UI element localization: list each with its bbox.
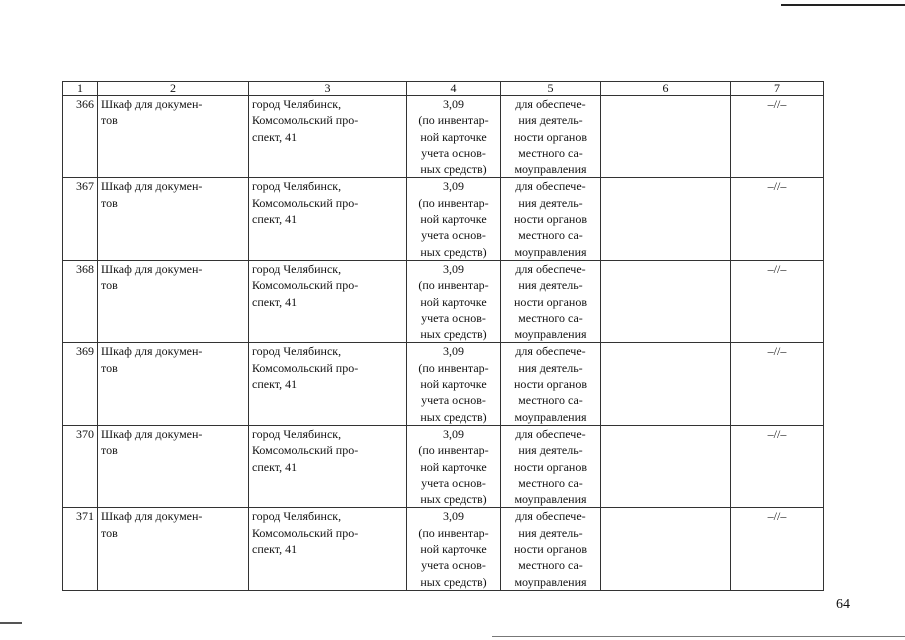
item-address	[249, 508, 407, 590]
column-header-6: 6	[601, 82, 731, 96]
page-number: 64	[836, 597, 850, 612]
item-col7	[731, 425, 824, 507]
item-col7	[731, 343, 824, 425]
scan-edge-line-bottom	[492, 636, 905, 637]
row-number	[63, 178, 98, 260]
item-name-text: Шкаф для докумен- тов	[101, 179, 203, 210]
table-row	[63, 178, 824, 260]
item-purpose	[501, 508, 601, 590]
item-purpose-text: для обеспече- ния деятель- ности органов местного са- моуправления	[513, 426, 588, 507]
row-number	[63, 343, 98, 425]
scan-edge-mark-left	[0, 622, 22, 624]
item-col6	[601, 260, 731, 342]
table-row	[63, 96, 824, 178]
scan-edge-line-top	[781, 4, 905, 6]
item-quantity	[407, 508, 501, 590]
item-name-text: Шкаф для докумен- тов	[101, 97, 203, 128]
item-col6	[601, 508, 731, 590]
column-header-3: 3	[249, 82, 407, 96]
item-col6	[601, 425, 731, 507]
item-address-text: город Челябинск, Комсомольский про- спект, 41	[252, 261, 359, 309]
row-number-text: 371	[76, 509, 94, 524]
item-purpose	[501, 178, 601, 260]
item-address	[249, 178, 407, 260]
item-col6	[601, 96, 731, 178]
row-number-text: 366	[76, 97, 94, 111]
row-number	[63, 260, 98, 342]
item-name-text: Шкаф для докумен- тов	[101, 509, 203, 540]
item-col7	[731, 508, 824, 590]
item-purpose-text: для обеспече- ния деятель- ности органов местного са- моуправления	[513, 261, 588, 342]
item-address-text: город Челябинск, Комсомольский про- спект, 41	[252, 97, 359, 144]
item-purpose	[501, 96, 601, 178]
item-quantity-text: 3,09 (по инвентар- ной карточке учета основ- ных средств)	[418, 97, 489, 177]
item-address	[249, 425, 407, 507]
item-col7-text: –//–	[767, 344, 787, 359]
row-number	[63, 425, 98, 507]
item-address-text: город Челябинск, Комсомольский про- спект, 41	[252, 344, 359, 392]
item-col6	[601, 178, 731, 260]
item-col7-text: –//–	[767, 261, 787, 276]
column-header-5: 5	[501, 82, 601, 96]
item-purpose	[501, 425, 601, 507]
item-address	[249, 96, 407, 178]
table-row	[63, 425, 824, 507]
item-name	[98, 508, 249, 590]
item-quantity-text: 3,09 (по инвентар- ной карточке учета основ- ных средств)	[418, 509, 489, 589]
column-header-4: 4	[407, 82, 501, 96]
item-col7-text: –//–	[767, 179, 787, 194]
item-col7-text: –//–	[767, 97, 787, 111]
item-address-text: город Челябинск, Комсомольский про- спект, 41	[252, 426, 359, 474]
table-row	[63, 260, 824, 342]
item-col7	[731, 178, 824, 260]
item-quantity	[407, 96, 501, 178]
column-header-7: 7	[731, 82, 824, 96]
item-name	[98, 96, 249, 178]
item-quantity	[407, 260, 501, 342]
item-address-text: город Челябинск, Комсомольский про- спект, 41	[252, 509, 359, 557]
item-purpose	[501, 343, 601, 425]
item-col6	[601, 343, 731, 425]
item-name-text: Шкаф для докумен- тов	[101, 344, 203, 375]
table-header-row	[63, 82, 824, 96]
item-name	[98, 425, 249, 507]
item-name	[98, 260, 249, 342]
item-purpose-text: для обеспече- ния деятель- ности органов местного са- моуправления	[513, 179, 588, 259]
item-name-text: Шкаф для докумен- тов	[101, 426, 203, 458]
item-purpose-text: для обеспече- ния деятель- ности органов местного са- моуправления	[513, 97, 588, 177]
item-col7	[731, 96, 824, 178]
item-quantity	[407, 178, 501, 260]
item-address	[249, 343, 407, 425]
row-number	[63, 96, 98, 178]
item-col7-text: –//–	[767, 426, 787, 441]
item-name-text: Шкаф для докумен- тов	[101, 261, 203, 293]
item-quantity	[407, 343, 501, 425]
item-purpose-text: для обеспече- ния деятель- ности органов местного са- моуправления	[513, 344, 588, 424]
item-address	[249, 260, 407, 342]
item-col7	[731, 260, 824, 342]
item-purpose-text: для обеспече- ния деятель- ности органов местного са- моуправления	[513, 509, 588, 589]
row-number-text: 367	[76, 179, 94, 194]
column-header-1: 1	[63, 82, 98, 96]
row-number-text: 370	[76, 426, 94, 441]
table-row	[63, 508, 824, 590]
item-purpose	[501, 260, 601, 342]
table-row	[63, 343, 824, 425]
row-number-text: 368	[76, 261, 94, 276]
row-number-text: 369	[76, 344, 94, 359]
column-header-2: 2	[98, 82, 249, 96]
item-quantity-text: 3,09 (по инвентар- ной карточке учета основ- ных средств)	[418, 426, 489, 507]
item-quantity-text: 3,09 (по инвентар- ной карточке учета основ- ных средств)	[418, 344, 489, 424]
row-number	[63, 508, 98, 590]
item-name	[98, 178, 249, 260]
item-quantity-text: 3,09 (по инвентар- ной карточке учета основ- ных средств)	[418, 179, 489, 259]
item-quantity-text: 3,09 (по инвентар- ной карточке учета основ- ных средств)	[418, 261, 489, 342]
item-quantity	[407, 425, 501, 507]
inventory-table	[62, 81, 824, 591]
item-address-text: город Челябинск, Комсомольский про- спект, 41	[252, 179, 359, 227]
item-col7-text: –//–	[767, 509, 787, 524]
item-name	[98, 343, 249, 425]
